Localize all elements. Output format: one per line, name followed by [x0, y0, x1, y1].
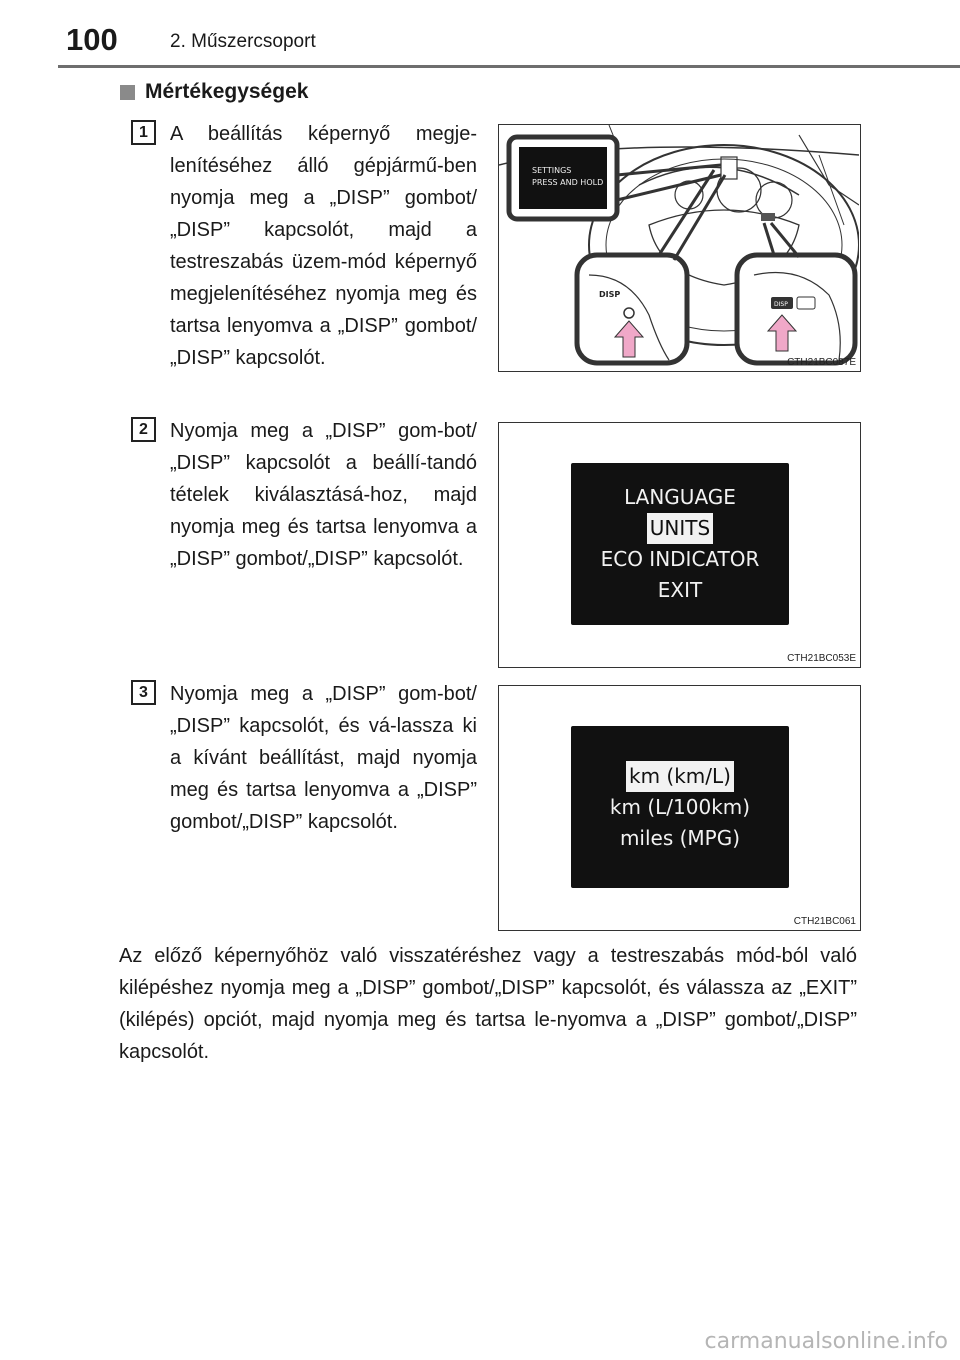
- callout-line-1: SETTINGS: [532, 166, 572, 175]
- section-heading: [120, 80, 308, 104]
- figure-code: CTH21BC053E: [787, 653, 856, 664]
- closing-paragraph: Az előző képernyőhöz való visszatéréshez vagy a testreszabás mód-ból való kilépéshez nyomja meg a „DISP” gombot/„DISP” kapcsolót, és válassza az „EXIT” (kilépés) opciót, majd nyomja meg és tartsa le-nyomva a „DISP” gombot/„DISP” kapcsolót.: [119, 945, 857, 1063]
- header-divider: [58, 65, 960, 68]
- units-option-km-km-l: km (km/L): [626, 761, 734, 792]
- page-number: 100: [66, 22, 118, 57]
- step-number-1: 1: [131, 120, 156, 145]
- square-bullet-icon: [120, 85, 135, 100]
- menu-item-units: UNITS: [647, 513, 713, 544]
- menu-item-eco-indicator: ECO INDICATOR: [600, 547, 760, 571]
- step-number-3: 3: [131, 680, 156, 705]
- right-disp-label: DISP: [774, 301, 788, 308]
- steering-wheel-illustration: [499, 125, 859, 370]
- watermark: carmanualsonline.info: [704, 1329, 948, 1354]
- step-1-text: A beállítás képernyő megje-lenítéséhez álló gépjármű-ben nyomja meg a „DISP” gombot/„DISP” kapcsolót, majd a testreszabás üzem-mód képernyő megjelenítéséhez nyomja meg és tartsa lenyomva a „DISP” gombot/„DISP” kapcsolót.: [170, 123, 477, 369]
- figure-units-menu: [498, 685, 861, 931]
- units-option-miles-mpg: miles (MPG): [619, 825, 741, 850]
- display-screen: [571, 463, 789, 625]
- step-number-2: 2: [131, 417, 156, 442]
- units-option-km-l-100km: km (L/100km): [609, 794, 751, 819]
- figure-code: CTH21BC087E: [787, 357, 856, 368]
- callout-line-2: PRESS AND HOLD: [532, 178, 604, 187]
- left-disp-label: DISP: [599, 290, 621, 299]
- step-3-text: Nyomja meg a „DISP” gom-bot/„DISP” kapcsolót, és vá-lassza ki a kívánt beállítást, majd nyomja meg és tartsa lenyomva a „DISP” gombot/„DISP” kapcsolót.: [170, 683, 477, 833]
- section-heading-text: Mértékegységek: [145, 80, 309, 103]
- figure-code: CTH21BC061: [793, 916, 856, 927]
- menu-item-exit: EXIT: [657, 578, 703, 602]
- chapter-title: 2. Műszercsoport: [170, 31, 316, 52]
- display-screen: [571, 726, 789, 888]
- step-2-text: Nyomja meg a „DISP” gom-bot/„DISP” kapcsolót a beállí-tandó tételek kiválasztásá-hoz, majd nyomja meg és tartsa lenyomva a „DISP” gombot/„DISP” kapcsolót.: [170, 420, 477, 570]
- menu-item-language: LANGUAGE: [624, 485, 736, 509]
- figure-settings-menu: [498, 422, 861, 668]
- figure-steering-wheel: [498, 124, 861, 372]
